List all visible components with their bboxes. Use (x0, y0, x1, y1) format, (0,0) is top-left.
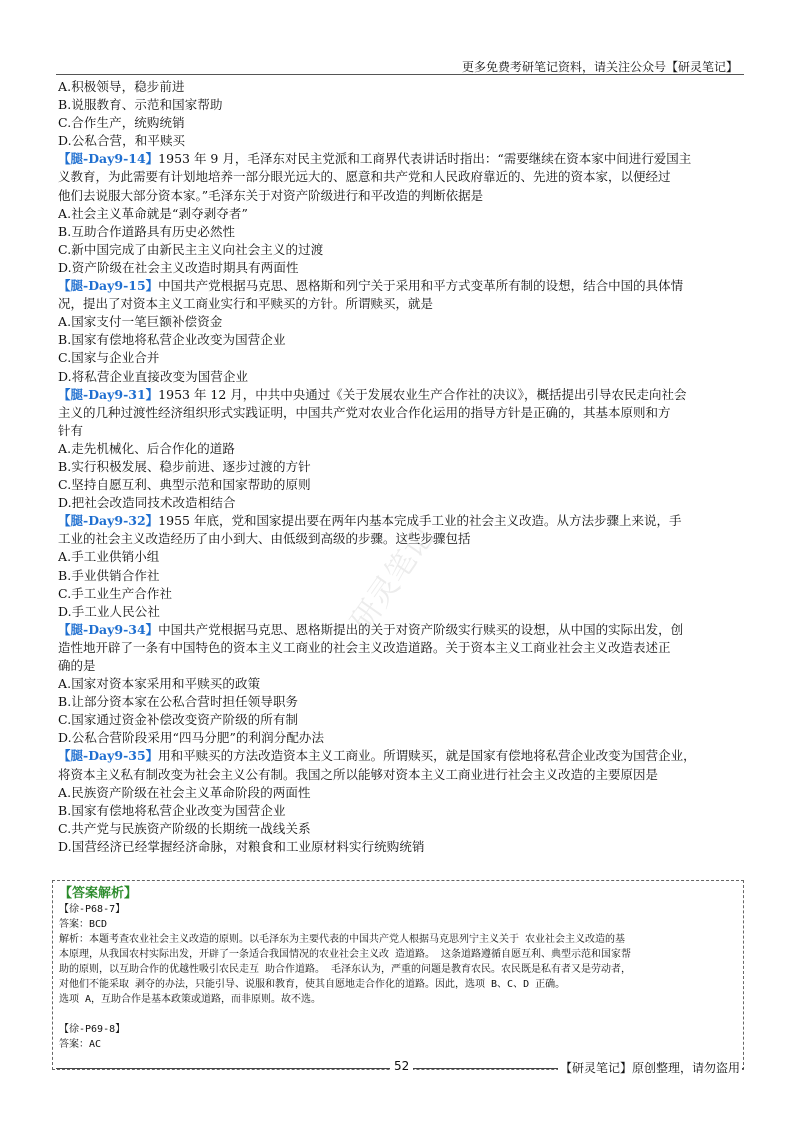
watermark: 研灵笔记 (344, 519, 442, 639)
option-b: B.实行积极发展、稳步前进、逐步过渡的方针 (58, 458, 311, 474)
question-stem: 确的是 (58, 658, 96, 673)
footer-note: 【研灵笔记】原创整理，请勿盗用 (559, 1061, 740, 1075)
header-divider (56, 74, 744, 75)
question-stem: 用和平赎买的方法改造资本主义工商业。所谓赎买，就是国家有偿地将私营企业改变为国营企业， (158, 748, 696, 764)
option-d: D.手工业人民公社 (58, 603, 160, 619)
option-d: D.将私营企业直接改变为国营企业 (58, 368, 249, 384)
question-block (58, 621, 742, 748)
question-tag: 【腿-Day9-32】 (58, 513, 159, 529)
question-stem: 1953 年 9 月，毛泽东对民主党派和工商界代表讲话时指出：“需要继续在资本家中间进行爱国主 (158, 151, 692, 167)
option-b: B.说服教育、示范和国家帮助 (58, 97, 223, 113)
question-tag: 【腿-Day9-34】 (58, 621, 159, 637)
question-tag: 【腿-Day9-15】 (58, 278, 159, 294)
page-number: 52 (390, 1059, 413, 1073)
question-stem: 况，提出了对资本主义工商业实行和平赎买的方针。所谓赎买，就是 (58, 296, 434, 312)
option-c: C.合作生产，统购统销 (58, 115, 185, 131)
answer-line: 本原理，从我国农村实际出发，开辟了一条适合我国情况的农业社会主义改 造道路。 这条道路遵循自愿互利、典型示范和国家帮 (59, 949, 632, 960)
option-a: A.走先机械化、后合作化的道路 (58, 440, 236, 456)
question-tag: 【腿-Day9-31】 (58, 386, 159, 402)
question-block (58, 150, 742, 277)
option-d: D.公私合营，和平赎买 (58, 133, 186, 149)
answer-line: 解析：本题考查农业社会主义改造的原则。以毛泽东为主要代表的中国共产党人根据马克思列宁主义关于 农业社会主义改造的基 (59, 934, 626, 945)
option-b: B.手业供销合作社 (58, 567, 160, 583)
question-block (58, 747, 742, 856)
option-b: B.国家有偿地将私营企业改变为国营企业 (58, 332, 286, 348)
option-d: D.把社会改造同技术改造相结合 (58, 495, 236, 511)
option-b: B.让部分资本家在公私合营时担任领导职务 (58, 694, 299, 710)
question-stem: 中国共产党根据马克思、恩格斯提出的关于对资产阶级实行赎买的设想，从中国的实际出发，创 (158, 621, 684, 637)
answer-line: 答案：AC (59, 1039, 102, 1050)
answer-line (59, 1007, 737, 1022)
question-stem: 造性地开辟了一条有中国特色的资本主义工商业的社会主义改造道路。关于资本主义工商业社会主义改造表述正 (58, 639, 671, 655)
question-block (58, 78, 742, 150)
option-a: A.国家支付一笔巨额补偿资金 (58, 314, 223, 330)
question-stem: 中国共产党根据马克思、恩格斯和列宁关于采用和平方式变革所有制的设想，结合中国的具体情 (158, 278, 684, 294)
answer-line: 对他们不能采取 剥夺的办法，只能引导、说服和教育，使其自愿地走合作化的道路。因此，选项 B、C、D 正确。 (59, 979, 566, 990)
question-stem: 针有 (58, 422, 84, 438)
question-stem: 工业的社会主义改造经历了由小到大、由低级到高级的步骤。这些步骤包括 (58, 531, 471, 547)
answer-title: 【答案解析】 (59, 886, 138, 901)
option-a: A.积极领导，稳步前进 (58, 79, 185, 94)
option-b: B.国家有偿地将私营企业改变为国营企业 (58, 802, 286, 818)
answer-line: 【徐-P68-7】 (59, 904, 126, 915)
option-a: A.社会主义革命就是“剥夺剥夺者” (58, 205, 248, 221)
option-c: C.国家与企业合并 (58, 350, 160, 366)
option-c: C.坚持自愿互利、典型示范和国家帮助的原则 (58, 477, 311, 493)
header-note: 更多免费考研笔记资料，请关注公众号【研灵笔记】 (461, 60, 738, 74)
answer-line: 选项 A，互助合作是基本政策或道路，而非原则。故不选。 (59, 994, 322, 1005)
question-block (58, 512, 742, 621)
question-stem: 主义的几种过渡性经济组织形式实践证明，中国共产党对农业合作化运用的指导方针是正确的，其基本原则和方 (58, 404, 671, 420)
option-a: A.手工业供销小组 (58, 549, 160, 565)
option-d: D.国营经济已经掌握经济命脉，对粮食和工业原材料实行统购统销 (58, 838, 425, 854)
question-block (58, 386, 742, 513)
question-tag: 【腿-Day9-35】 (58, 748, 159, 764)
option-c: C.国家通过资金补偿改变资产阶级的所有制 (58, 712, 299, 728)
option-c: C.手工业生产合作社 (58, 585, 173, 601)
option-d: D.资产阶级在社会主义改造时期具有两面性 (58, 259, 299, 275)
question-stem: 将资本主义私有制改变为社会主义公有制。我国之所以能够对资本主义工商业进行社会主义改造的主要原因是 (58, 766, 659, 782)
question-tag: 【腿-Day9-14】 (58, 151, 159, 167)
answer-line: 助的原则，以互助合作的优越性吸引农民走互 助合作道路。 毛泽东认为，严重的问题是教育农民。农民既是私有者又是劳动者， (59, 964, 632, 975)
question-stem: 1953 年 12 月，中共中央通过《关于发展农业生产合作社的决议》，概括提出引导农民走向社会 (158, 386, 687, 402)
option-d: D.公私合营阶段采用“四马分肥”的利润分配办法 (58, 730, 325, 746)
question-stem: 义教育，为此需要有计划地培养一部分眼光远大的、愿意和共产党和人民政府靠近的、先进的资本家，以便经过 (58, 169, 671, 185)
option-a: A.国家对资本家采用和平赎买的政策 (58, 676, 261, 692)
question-stem: 他们去说服大部分资本家。”毛泽东关于对资产阶级进行和平改造的判断依据是 (58, 187, 484, 203)
question-list (58, 78, 742, 856)
answer-line: 答案：BCD (59, 919, 108, 930)
option-c: C.共产党与民族资产阶级的长期统一战线关系 (58, 820, 311, 836)
question-block (58, 277, 742, 386)
question-stem: 1955 年底，党和国家提出要在两年内基本完成手工业的社会主义改造。从方法步骤上来说，手 (158, 513, 682, 529)
option-c: C.新中国完成了由新民主主义向社会主义的过渡 (58, 241, 324, 257)
option-b: B.互助合作道路具有历史必然性 (58, 223, 236, 239)
answer-explanation-box (52, 880, 744, 1070)
option-a: A.民族资产阶级在社会主义革命阶段的两面性 (58, 784, 311, 800)
answer-line: 【徐-P69-8】 (59, 1024, 126, 1035)
